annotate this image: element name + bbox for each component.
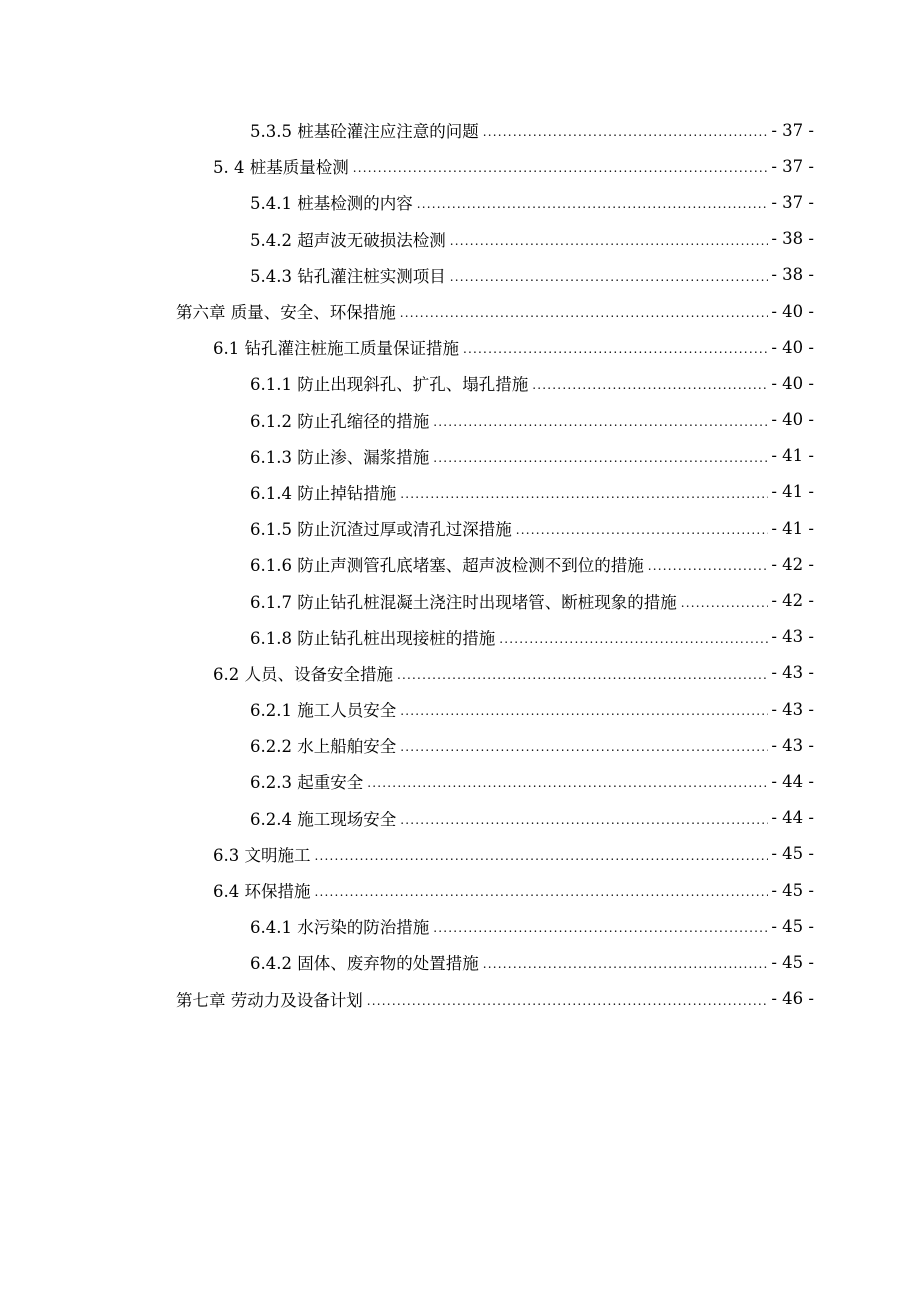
- toc-entry-title: 6.1.1 防止出现斜孔、扩孔、塌孔措施: [250, 371, 532, 395]
- toc-entry[interactable]: [0, 546, 920, 582]
- toc-dot-leader: [499, 627, 768, 647]
- toc-entry-title: 5. 4 桩基质量检测: [213, 154, 353, 178]
- toc-entry[interactable]: [0, 981, 920, 1017]
- toc-dot-leader: [483, 120, 768, 140]
- toc-entry-title: 6.2.3 起重安全: [250, 769, 367, 793]
- toc-dot-leader: [648, 554, 768, 574]
- toc-entry-title: 6.1.6 防止声测管孔底堵塞、超声波检测不到位的措施: [250, 552, 648, 576]
- toc-dot-leader: [433, 410, 768, 430]
- toc-entry[interactable]: [0, 582, 920, 618]
- toc-entry-title: 6.1.5 防止沉渣过厚或清孔过深措施: [250, 516, 516, 540]
- toc-dot-leader: [400, 735, 768, 755]
- toc-entry[interactable]: [0, 510, 920, 546]
- toc-page-number: - 41 -: [771, 446, 814, 466]
- toc-entry-title: 6.4.1 水污染的防治措施: [250, 914, 433, 938]
- toc-entry[interactable]: [0, 619, 920, 655]
- toc-dot-leader: [397, 663, 768, 683]
- toc-dot-leader: [463, 337, 768, 357]
- toc-page-number: - 40 -: [771, 301, 814, 321]
- toc-entry-title: 6.1 钻孔灌注桩施工质量保证措施: [213, 335, 463, 359]
- toc-entry[interactable]: [0, 112, 920, 148]
- toc-page-number: - 37 -: [771, 156, 814, 176]
- toc-page-number: - 44 -: [771, 808, 814, 828]
- toc-entry[interactable]: [0, 800, 920, 836]
- toc-entry[interactable]: [0, 221, 920, 257]
- toc-dot-leader: [400, 301, 768, 321]
- toc-page-number: - 43 -: [771, 663, 814, 683]
- toc-entry[interactable]: [0, 872, 920, 908]
- toc-entry[interactable]: [0, 655, 920, 691]
- toc-entry-title: 5.4.3 钻孔灌注桩实测项目: [250, 263, 450, 287]
- toc-page-number: - 40 -: [771, 410, 814, 430]
- toc-page-number: - 38 -: [771, 229, 814, 249]
- toc-dot-leader: [450, 229, 768, 249]
- toc-entry-title: 5.4.2 超声波无破损法检测: [250, 227, 450, 251]
- toc-entry-title: 6.3 文明施工: [213, 842, 315, 866]
- toc-dot-leader: [367, 771, 768, 791]
- toc-entry-title: 6.2 人员、设备安全措施: [213, 661, 397, 685]
- toc-page-number: - 42 -: [771, 591, 814, 611]
- toc-page-number: - 41 -: [771, 482, 814, 502]
- toc-entry-title: 6.1.2 防止孔缩径的措施: [250, 408, 433, 432]
- toc-page-number: - 46 -: [771, 989, 814, 1009]
- toc-entry-title: 5.4.1 桩基检测的内容: [250, 190, 417, 214]
- toc-entry[interactable]: [0, 727, 920, 763]
- toc-dot-leader: [367, 989, 768, 1009]
- toc-dot-leader: [450, 265, 768, 285]
- toc-dot-leader: [353, 156, 768, 176]
- toc-entry-title: 6.4 环保措施: [213, 878, 315, 902]
- toc-page-number: - 43 -: [771, 735, 814, 755]
- toc-entry-title: 6.1.8 防止钻孔桩出现接桩的措施: [250, 625, 499, 649]
- toc-page-number: - 40 -: [771, 337, 814, 357]
- toc-entry[interactable]: [0, 257, 920, 293]
- toc-entry-title: 第七章 劳动力及设备计划: [176, 987, 367, 1011]
- toc-entry[interactable]: [0, 148, 920, 184]
- toc-entry[interactable]: [0, 691, 920, 727]
- toc-page-number: - 44 -: [771, 771, 814, 791]
- toc-page-number: - 41 -: [771, 518, 814, 538]
- toc-page-number: - 40 -: [771, 373, 814, 393]
- toc-dot-leader: [400, 699, 768, 719]
- toc-page-number: - 37 -: [771, 192, 814, 212]
- toc-dot-leader: [516, 518, 768, 538]
- toc-entry-title: 6.1.7 防止钻孔桩混凝土浇注时出现堵管、断桩现象的措施: [250, 589, 681, 613]
- toc-entry-title: 6.1.4 防止掉钻措施: [250, 480, 400, 504]
- toc-entry[interactable]: [0, 184, 920, 220]
- toc-dot-leader: [315, 880, 769, 900]
- toc-entry[interactable]: [0, 763, 920, 799]
- toc-entry[interactable]: [0, 836, 920, 872]
- toc-entry[interactable]: [0, 474, 920, 510]
- toc-entry-title: 第六章 质量、安全、环保措施: [176, 299, 400, 323]
- toc-page-number: - 45 -: [771, 880, 814, 900]
- toc-dot-leader: [400, 482, 768, 502]
- toc-dot-leader: [681, 591, 768, 611]
- toc-entry-title: 6.4.2 固体、废弃物的处置措施: [250, 950, 483, 974]
- toc-entry-title: 6.1.3 防止渗、漏浆措施: [250, 444, 433, 468]
- toc-dot-leader: [433, 446, 768, 466]
- toc-entry[interactable]: [0, 329, 920, 365]
- toc-dot-leader: [532, 373, 768, 393]
- toc-dot-leader: [400, 808, 768, 828]
- toc-page-number: - 45 -: [771, 916, 814, 936]
- toc-entry[interactable]: [0, 402, 920, 438]
- toc-page-number: - 38 -: [771, 265, 814, 285]
- toc-entry[interactable]: [0, 293, 920, 329]
- toc-dot-leader: [483, 952, 768, 972]
- toc-entry-title: 6.2.2 水上船舶安全: [250, 733, 400, 757]
- toc-dot-leader: [417, 192, 768, 212]
- toc-entry[interactable]: [0, 365, 920, 401]
- toc-entry-title: 6.2.4 施工现场安全: [250, 806, 400, 830]
- toc-page-number: - 45 -: [771, 952, 814, 972]
- toc-page-number: - 43 -: [771, 699, 814, 719]
- toc-page-number: - 43 -: [771, 627, 814, 647]
- toc-entry[interactable]: [0, 438, 920, 474]
- toc-dot-leader: [315, 844, 769, 864]
- toc-page-number: - 42 -: [771, 554, 814, 574]
- toc-dot-leader: [433, 916, 768, 936]
- toc-page-number: - 45 -: [771, 844, 814, 864]
- table-of-contents: [0, 112, 920, 1017]
- toc-entry-title: 6.2.1 施工人员安全: [250, 697, 400, 721]
- toc-entry-title: 5.3.5 桩基砼灌注应注意的问题: [250, 118, 483, 142]
- toc-entry[interactable]: [0, 908, 920, 944]
- toc-page-number: - 37 -: [771, 120, 814, 140]
- toc-entry[interactable]: [0, 944, 920, 980]
